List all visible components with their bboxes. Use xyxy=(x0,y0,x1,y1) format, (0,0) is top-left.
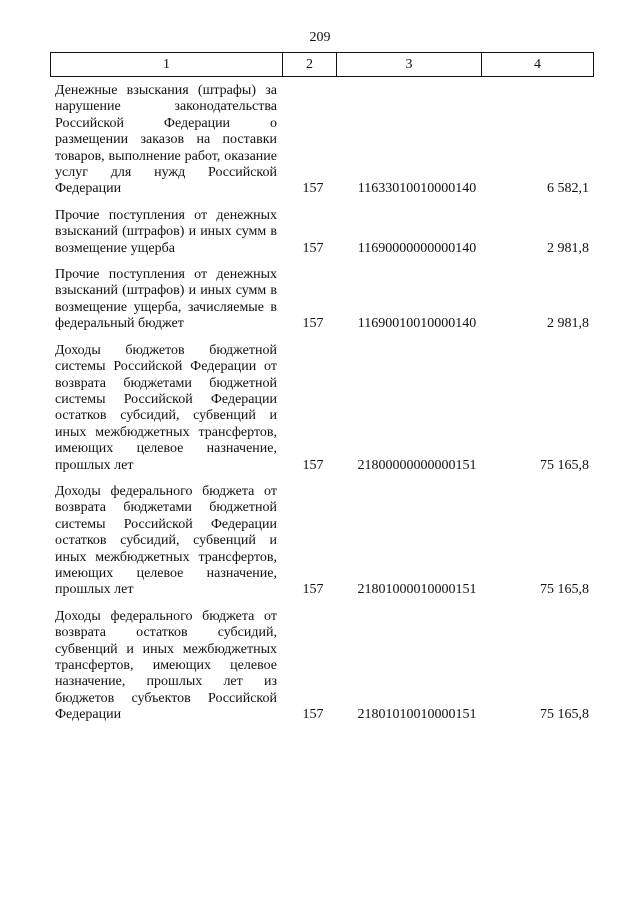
table-row xyxy=(55,267,595,333)
row-income-code: 21801010010000151 xyxy=(357,707,477,723)
table-row xyxy=(55,208,595,257)
row-amount: 2 981,8 xyxy=(547,240,589,256)
table-row xyxy=(55,609,595,724)
row-name: Доходы федерального бюджета от возврата бюджетами бюджетной системы Российской Федерации остатков субсидий, субвенций и иных межбюджетных трансфертов, имеющих целевое назначение, прошлых лет xyxy=(55,483,277,598)
row-name: Прочие поступления от денежных взысканий (штрафов) и иных сумм в возмещение ущерба, зачисляемые в федеральный бюджет xyxy=(55,267,277,332)
row-amount: 75 165,8 xyxy=(540,707,589,723)
row-admin-code: 157 xyxy=(302,181,324,197)
row-name: Доходы бюджетов бюджетной системы Российской Федерации от возврата бюджетами бюджетной системы Российской Федерации остатков субсидий, субвенций и иных межбюджетных трансфертов, имеющих целевое назначение, прошлых лет xyxy=(55,342,277,473)
row-amount: 75 165,8 xyxy=(540,582,589,598)
row-name: Денежные взыскания (штрафы) за нарушение законодательства Российской Федерации о размещении заказов на поставки товаров, выполнение работ, оказание услуг для нужд Российской Федерации xyxy=(55,83,277,197)
row-admin-code: 157 xyxy=(302,316,324,332)
row-income-code: 21801000010000151 xyxy=(357,582,477,598)
row-admin-code: 157 xyxy=(302,240,324,256)
table-row xyxy=(55,83,595,198)
table-row xyxy=(55,343,595,474)
header-col-3: 3 xyxy=(336,53,481,76)
row-admin-code: 157 xyxy=(302,457,324,473)
header-col-4: 4 xyxy=(481,53,593,76)
row-income-code: 11690000000000140 xyxy=(357,240,477,256)
header-col-1: 1 xyxy=(163,56,170,72)
table-row xyxy=(55,484,595,599)
row-income-code: 11633010010000140 xyxy=(357,181,477,197)
row-admin-code: 157 xyxy=(302,707,324,723)
row-income-code: 11690010010000140 xyxy=(357,316,477,332)
header-col-2: 2 xyxy=(282,53,336,76)
row-amount: 2 981,8 xyxy=(547,316,589,332)
table-header xyxy=(50,52,594,77)
row-name: Доходы федерального бюджета от возврата остатков субсидий, субвенций и иных межбюджетных трансфертов, имеющих целевое назначение, прошлых лет из бюджетов субъектов Российской Федерации xyxy=(55,608,277,723)
page-number: 209 xyxy=(309,30,331,45)
row-amount: 6 582,1 xyxy=(547,181,589,197)
row-amount: 75 165,8 xyxy=(540,457,589,473)
row-income-code: 21800000000000151 xyxy=(357,457,477,473)
table-body xyxy=(55,83,595,734)
row-name: Прочие поступления от денежных взысканий (штрафов) и иных сумм в возмещение ущерба xyxy=(55,207,277,256)
row-admin-code: 157 xyxy=(302,582,324,598)
